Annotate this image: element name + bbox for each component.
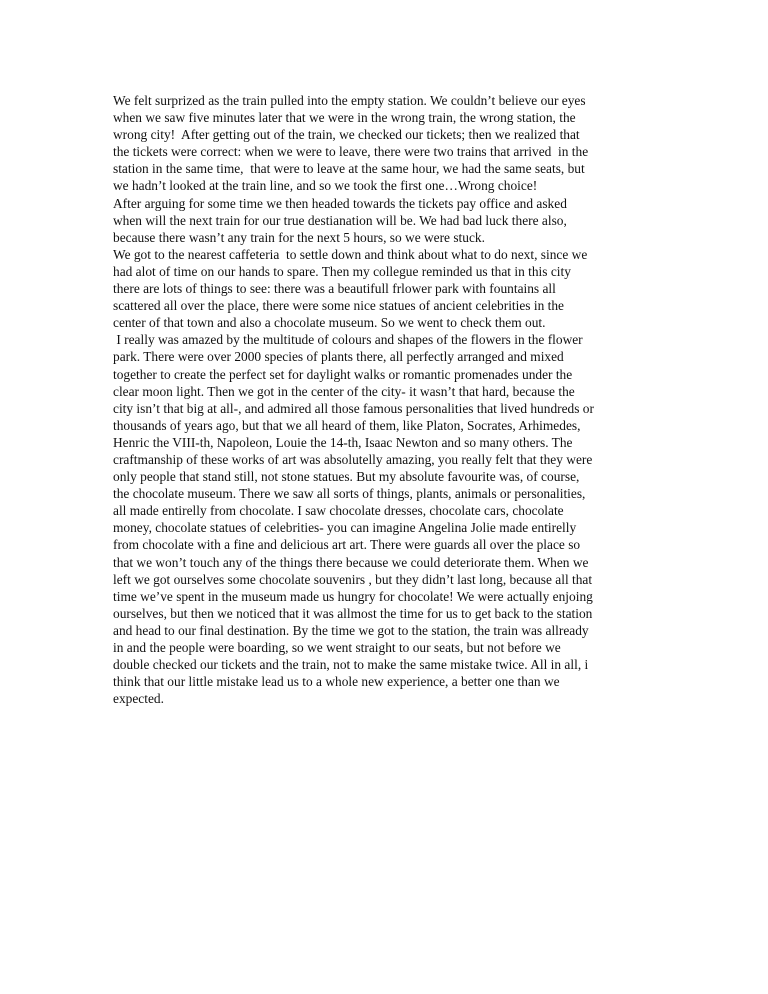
text-line: left we got ourselves some chocolate souvenirs , but they didn’t last long, because all that [113, 571, 593, 587]
text-line: in and the people were boarding, so we went straight to our seats, but not before we [113, 640, 561, 655]
text-line: center of that town and also a chocolate museum. So we went to check them out. [113, 315, 546, 331]
text-line: expected. [113, 691, 164, 707]
text-line: when we saw five minutes later that we were in the wrong train, the wrong station, the [113, 110, 576, 126]
text-line: scattered all over the place, there were some nice statues of ancient celebrities in the [113, 298, 564, 314]
text-line: thousands of years ago, but that we all heard of them, like Platon, Socrates, Arhimedes, [113, 417, 581, 433]
body-text [113, 92, 673, 707]
text-line: from chocolate with a fine and delicious art art. There were guards all over the place so [113, 537, 581, 553]
text-line: when will the next train for our true destianation will be. We had bad luck there also, [113, 212, 567, 228]
text-line: had alot of time on our hands to spare. Then my collegue reminded us that in this city [113, 263, 571, 279]
text-line: only people that stand still, not stone statues. But my absolute favourite was, of course, [113, 469, 580, 485]
text-line: station in the same time, that were to leave at the same hour, we had the same seats, but [113, 161, 585, 177]
text-line: the chocolate museum. There we saw all sorts of things, plants, animals or personalities, [113, 486, 586, 502]
text-line: think that our little mistake lead us to a whole new experience, a better one than we [113, 674, 560, 690]
text-line: because there wasn’t any train for the next 5 hours, so we were stuck. [113, 229, 485, 245]
text-line: We got to the nearest caffeteria to settle down and think about what to do next, since we [113, 246, 588, 262]
text-line: and head to our final destination. By the time we got to the station, the train was allready [113, 622, 589, 638]
text-line: double checked our tickets and the train, not to make the same mistake twice. All in all, i [113, 657, 589, 673]
text-line: we hadn’t looked at the train line, and so we took the first one…Wrong choice! [113, 178, 538, 194]
text-line: clear moon light. Then we got in the center of the city- it wasn’t that hard, because the [113, 383, 575, 399]
text-line: We felt surprized as the train pulled into the empty station. We couldn’t believe our eyes [113, 93, 586, 108]
text-line: time we’ve spent in the museum made us hungry for chocolate! We were actually enjoing [113, 588, 593, 604]
text-line: together to create the perfect set for daylight walks or romantic promenades under the [113, 366, 573, 382]
text-line: park. There were over 2000 species of plants there, all perfectly arranged and mixed [113, 349, 564, 365]
text-line: city isn’t that big at all-, and admired all those famous personalities that lived hundreds or [113, 400, 594, 416]
text-line: After arguing for some time we then headed towards the tickets pay office and asked [113, 195, 567, 211]
text-line: the tickets were correct: when we were to leave, there were two trains that arrived in the [113, 144, 589, 160]
text-line: craftmanship of these works of art was absolutelly amazing, you really felt that they were [113, 451, 593, 467]
text-line: wrong city! After getting out of the train, we checked our tickets; then we realized that [113, 127, 580, 143]
text-line: that we won’t touch any of the things there because we could deteriorate them. When we [113, 554, 589, 570]
text-line: there are lots of things to see: there was a beautifull frlower park with fountains all [113, 281, 556, 297]
text-line: money, chocolate statues of celebrities- you can imagine Angelina Jolie made entirelly [113, 520, 577, 536]
text-line: all made entirelly from chocolate. I saw chocolate dresses, chocolate cars, chocolate [113, 503, 564, 519]
text-line: ourselves, but then we noticed that it was allmost the time for us to get back to the station [113, 605, 593, 621]
text-line: Henric the VIII-th, Napoleon, Louie the 14-th, Isaac Newton and so many others. The [113, 434, 573, 450]
text-line: I really was amazed by the multitude of colours and shapes of the flowers in the flower [113, 332, 583, 348]
